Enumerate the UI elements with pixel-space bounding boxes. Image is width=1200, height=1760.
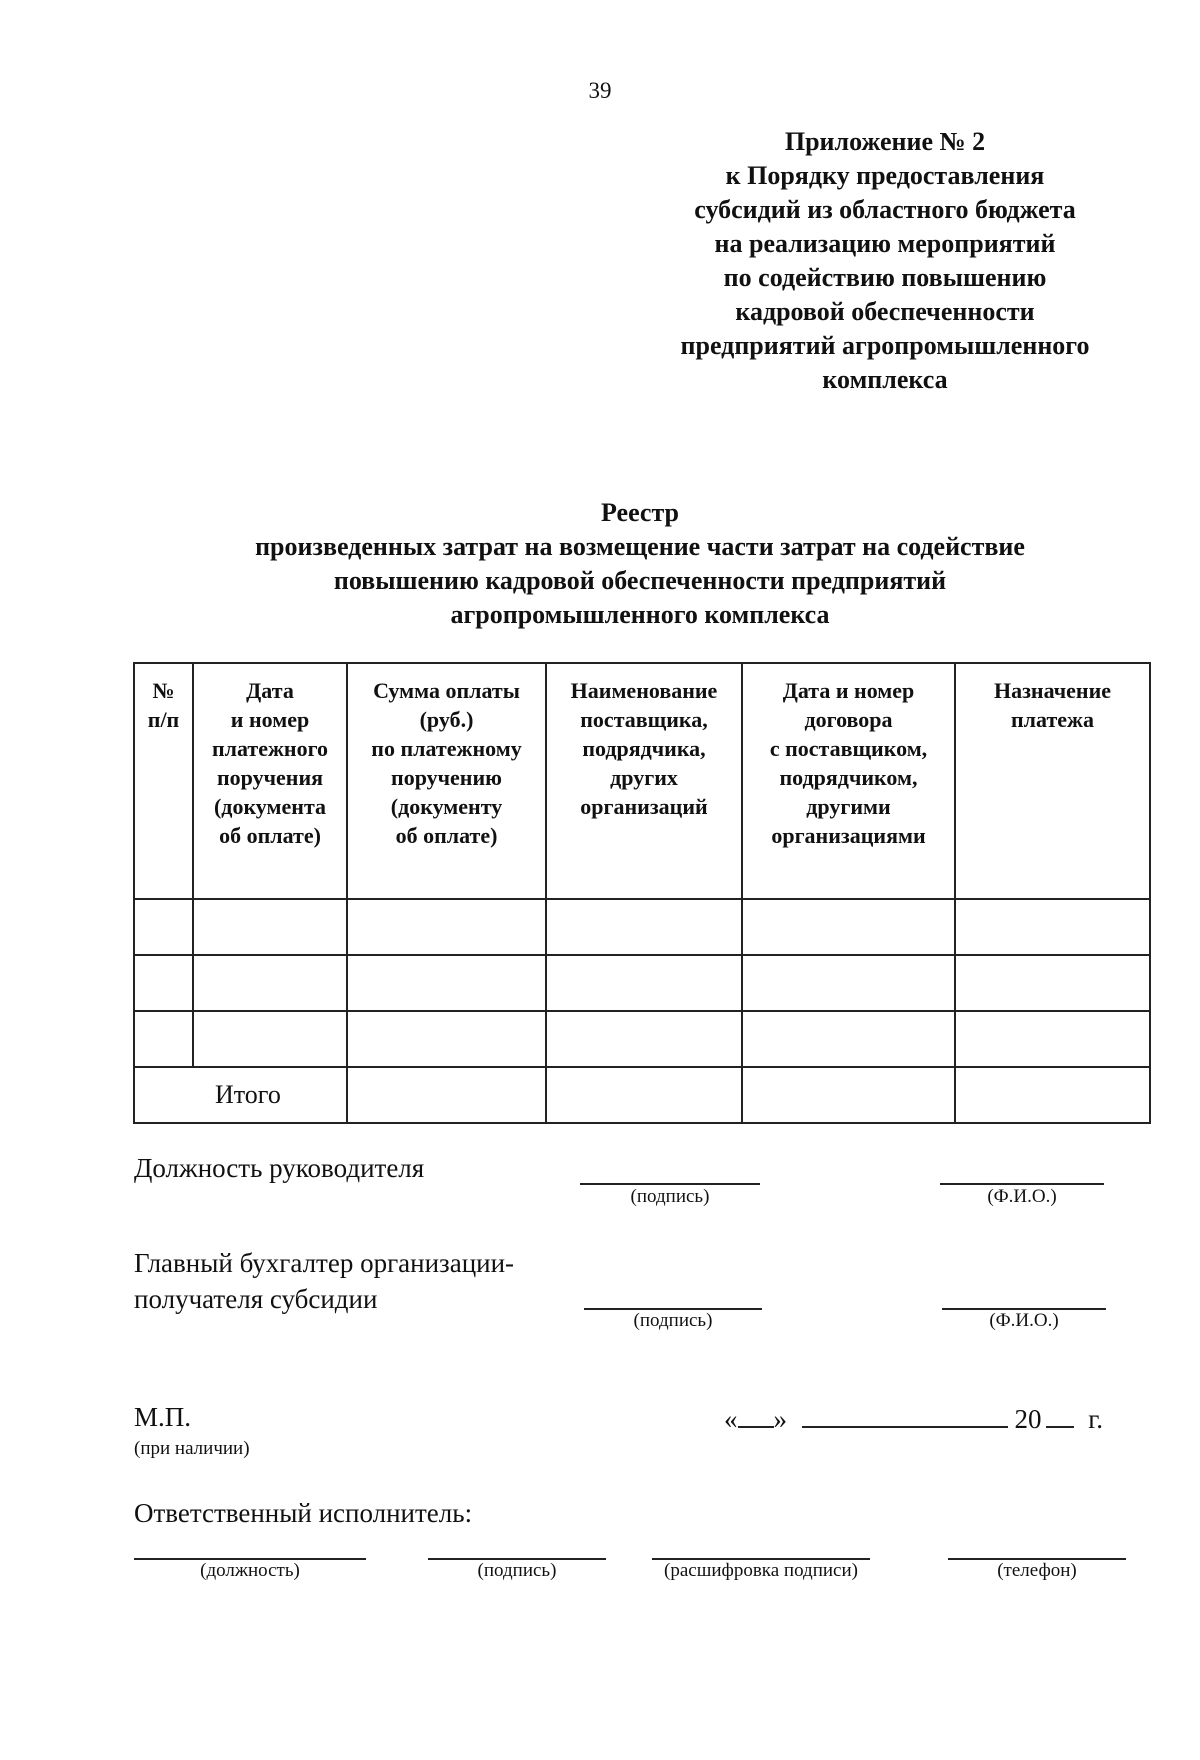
table-row <box>134 1011 1150 1067</box>
appendix-line: на реализацию мероприятий <box>714 229 1056 258</box>
total-cell[interactable] <box>955 1067 1150 1123</box>
table-cell[interactable] <box>955 1011 1150 1067</box>
executor-position-caption: (должность) <box>200 1560 300 1581</box>
appendix-line: комплекса <box>822 365 948 394</box>
executor-name-caption: (расшифровка подписи) <box>664 1560 858 1581</box>
name-line[interactable] <box>940 1183 1104 1185</box>
table-cell[interactable] <box>347 955 546 1011</box>
executor-phone-caption: (телефон) <box>997 1560 1077 1581</box>
table-cell[interactable] <box>546 1011 742 1067</box>
executor-label: Ответственный исполнитель: <box>134 1498 473 1528</box>
header-cell: Дата и номер платежного поручения (документа об оплате) <box>193 663 347 899</box>
year-prefix: 20 <box>1014 1404 1042 1434</box>
appendix-line: Приложение № 2 <box>784 127 986 156</box>
table-row <box>134 955 1150 1011</box>
date-open-quote: « <box>724 1404 738 1434</box>
name-caption: (Ф.И.О.) <box>987 1186 1057 1207</box>
table-cell[interactable] <box>193 955 347 1011</box>
appendix-header <box>630 125 1140 397</box>
appendix-line: по содействию повышению <box>723 263 1047 292</box>
appendix-line: к Порядку предоставления <box>725 161 1045 190</box>
table-cell[interactable] <box>742 1011 955 1067</box>
table-cell[interactable] <box>546 955 742 1011</box>
total-cell[interactable] <box>742 1067 955 1123</box>
table-header-row <box>134 663 1150 899</box>
date-close-quote: » <box>773 1404 787 1434</box>
stamp-note: (при наличии) <box>134 1438 250 1459</box>
table-cell[interactable] <box>134 955 193 1011</box>
total-cell[interactable] <box>546 1067 742 1123</box>
header-cell: Наименование поставщика, подрядчика, других организаций <box>546 663 742 899</box>
header-cell: Назначение платежа <box>955 663 1150 899</box>
document-title <box>120 496 1160 632</box>
table-row <box>134 899 1150 955</box>
table-cell[interactable] <box>193 899 347 955</box>
month-blank[interactable] <box>802 1402 1008 1428</box>
year-blank[interactable] <box>1046 1402 1074 1428</box>
title-line: Реестр <box>600 498 680 527</box>
name-caption: (Ф.И.О.) <box>989 1310 1059 1331</box>
table-cell[interactable] <box>134 1011 193 1067</box>
appendix-line: предприятий агропромышленного <box>680 331 1090 360</box>
table-cell[interactable] <box>134 899 193 955</box>
day-blank[interactable] <box>738 1402 774 1428</box>
header-cell: № п/п <box>134 663 193 899</box>
stamp-label: М.П. <box>134 1402 192 1432</box>
table-cell[interactable] <box>193 1011 347 1067</box>
signature-line[interactable] <box>580 1183 760 1185</box>
table-cell[interactable] <box>742 955 955 1011</box>
date-field <box>724 1402 1103 1435</box>
table-cell[interactable] <box>347 1011 546 1067</box>
table-cell[interactable] <box>742 899 955 955</box>
page-number: 39 <box>588 78 612 103</box>
header-cell: Сумма оплаты (руб.) по платежному поручению (документу об оплате) <box>347 663 546 899</box>
signature-caption: (подпись) <box>633 1310 713 1331</box>
appendix-line: кадровой обеспеченности <box>735 297 1035 326</box>
total-label: Итого <box>134 1067 347 1123</box>
title-line: повышению кадровой обеспеченности предприятий <box>333 566 947 595</box>
header-cell: Дата и номер договора с поставщиком, подрядчиком, другими организациями <box>742 663 955 899</box>
table-cell[interactable] <box>955 899 1150 955</box>
table-cell[interactable] <box>955 955 1150 1011</box>
table-cell[interactable] <box>546 899 742 955</box>
registry-table <box>133 662 1151 1124</box>
title-line: произведенных затрат на возмещение части затрат на содействие <box>255 532 1025 561</box>
total-row <box>134 1067 1150 1123</box>
chief-accountant-label: Главный бухгалтер организации- получателя субсидии <box>134 1248 515 1314</box>
year-suffix: г. <box>1088 1404 1104 1434</box>
signature-caption: (подпись) <box>630 1186 710 1207</box>
executor-signature-caption: (подпись) <box>477 1560 557 1581</box>
total-cell[interactable] <box>347 1067 546 1123</box>
appendix-line: субсидий из областного бюджета <box>694 195 1076 224</box>
table-cell[interactable] <box>347 899 546 955</box>
head-position-label: Должность руководителя <box>134 1153 425 1183</box>
title-line: агропромышленного комплекса <box>450 600 830 629</box>
